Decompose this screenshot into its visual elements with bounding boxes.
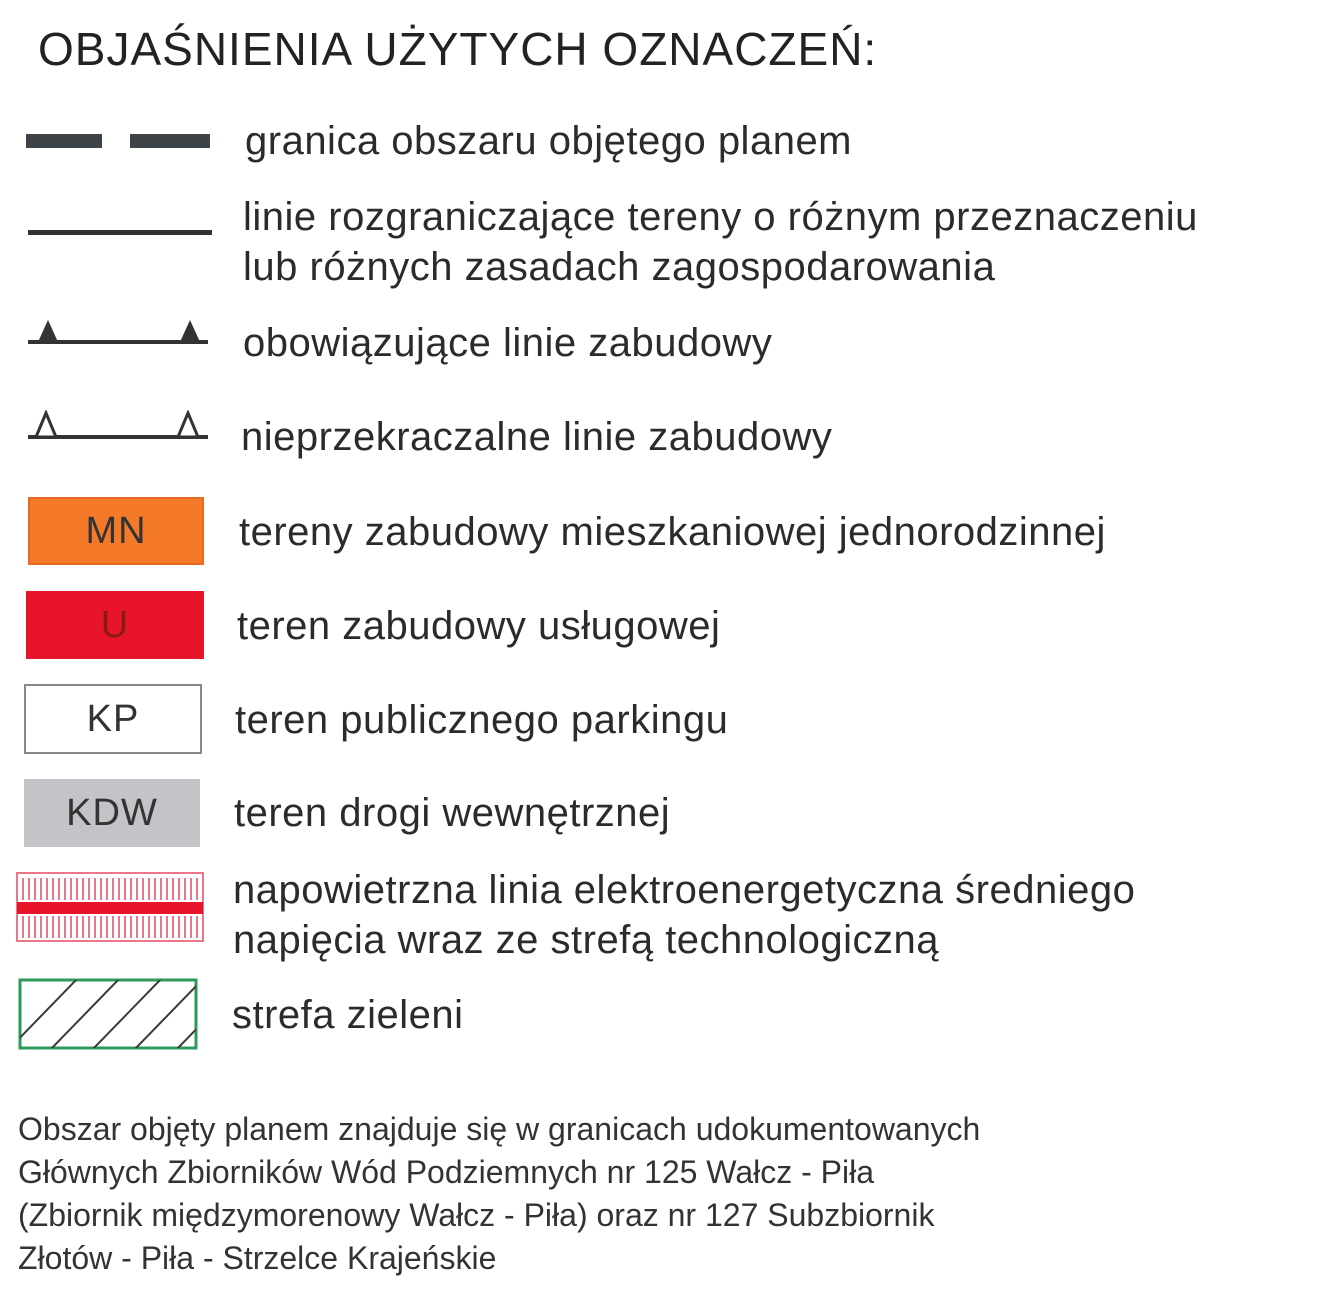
kdw-swatch: [24, 779, 200, 847]
legend-label-boundary: granica obszaru objętego planem: [245, 119, 853, 163]
kp-swatch: [24, 684, 202, 754]
note-line-2: Głównych Zbiorników Wód Podziemnych nr 125 Wałcz - Piła: [18, 1154, 875, 1190]
legend-title: OBJAŚNIENIA UŻYTYCH OZNACZEŃ:: [38, 23, 878, 75]
legend-label-green-zone: strefa zieleni: [232, 993, 464, 1037]
legend-label-kp: teren publicznego parkingu: [235, 698, 729, 742]
kdw-code: KDW: [66, 791, 158, 834]
legend-label-mandatory-lines: obowiązujące linie zabudowy: [243, 321, 773, 365]
legend-label-u: teren zabudowy usługowej: [237, 604, 721, 648]
open-triangle-line-icon: [26, 410, 212, 442]
power-line-zone-icon: [16, 872, 206, 944]
legend-label-kdw: teren drogi wewnętrznej: [234, 791, 671, 835]
mn-swatch: [28, 497, 204, 565]
note-line-3: (Zbiornik międzymorenowy Wałcz - Piła) oraz nr 127 Subzbiornik: [18, 1197, 935, 1233]
note-line-1: Obszar objęty planem znajduje się w granicach udokumentowanych: [18, 1111, 981, 1147]
legend-label-dividing-1: linie rozgraniczające tereny o różnym przeznaczeniu: [243, 195, 1198, 239]
legend-label-power-line-1: napowietrzna linia elektroenergetyczna średniego: [233, 868, 1136, 912]
mn-code: MN: [85, 509, 147, 552]
legend-label-dividing-2: lub różnych zasadach zagospodarowania: [243, 245, 996, 289]
legend-label-mn: tereny zabudowy mieszkaniowej jednorodzinnej: [239, 510, 1106, 554]
solid-line-icon: [28, 226, 214, 240]
kp-code: KP: [86, 697, 140, 740]
legend-label-power-line-2: napięcia wraz ze strefą technologiczną: [233, 918, 940, 962]
hatched-green-zone-icon: [18, 978, 200, 1052]
u-code: U: [100, 603, 130, 646]
groundwater-note: [18, 1108, 980, 1280]
filled-triangle-line-icon: [26, 318, 212, 348]
dashed-thick-line-icon: [26, 130, 212, 154]
note-line-4: Złotów - Piła - Strzelce Krajeńskie: [18, 1240, 497, 1276]
u-swatch: [26, 591, 204, 659]
legend-label-nonexceedable-lines: nieprzekraczalne linie zabudowy: [241, 415, 833, 459]
